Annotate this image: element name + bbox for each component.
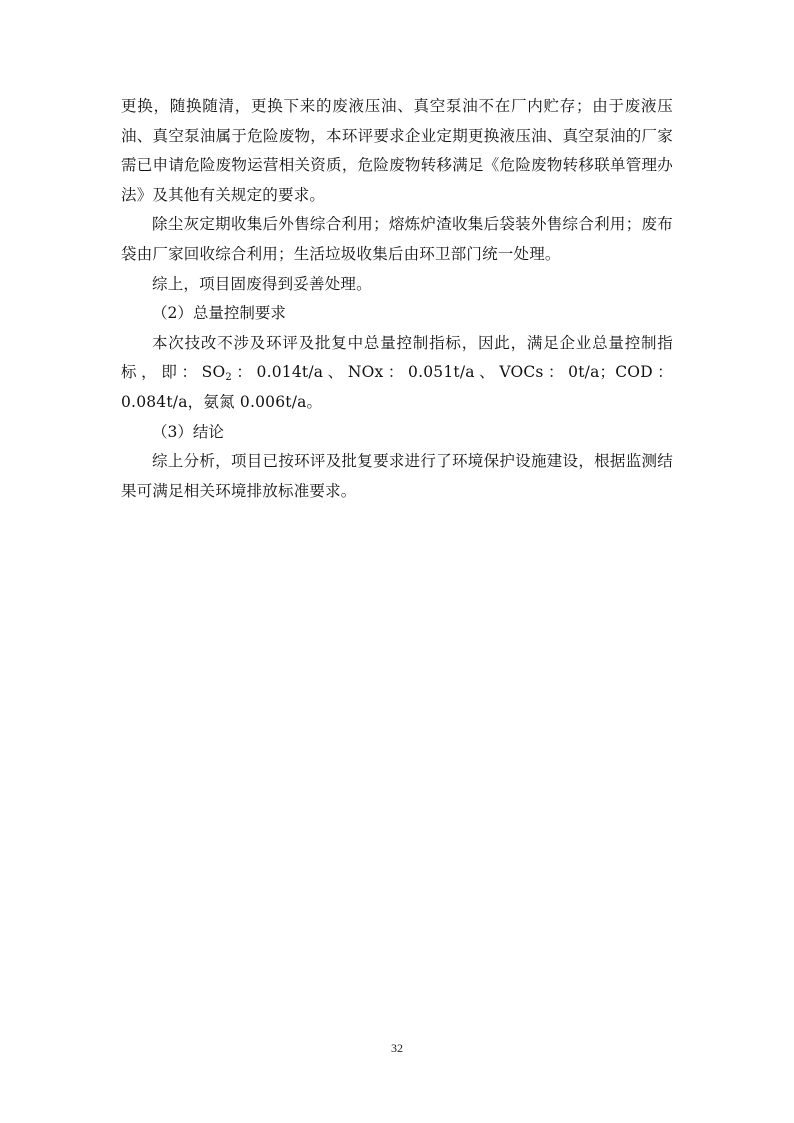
page-number: 32 <box>391 1041 403 1055</box>
document-body <box>121 92 673 506</box>
paragraph-hazardous-waste: 更换，随换随清，更换下来的废液压油、真空泵油不在厂内贮存；由于废液压油、真空泵油属于危险废物，本环评要求企业定期更换液压油、真空泵油的厂家需已申请危险废物运营相关资质，危险废物转移满足《危险废物转移联单管理办法》及其他有关规定的要求。 <box>121 97 673 204</box>
so2-subscript: 2 <box>225 372 232 384</box>
paragraph-total-control <box>121 329 673 418</box>
total-control-lead: 本次技改不涉及环评及批复中总量控制指标，因此，满足企业总量控制指标，即：SO <box>121 333 673 382</box>
heading-total-control: （2）总量控制要求 <box>152 304 286 323</box>
total-control-values: ：0.014t/a、NOx：0.051t/a、VOCs：0t/a；COD：0.084t/a，氨氮 0.006t/a。 <box>121 363 673 411</box>
paragraph-solid-waste-summary: 综上，项目固废得到妥善处理。 <box>152 274 372 293</box>
paragraph-conclusion: 综上分析，项目已按环评及批复要求进行了环境保护设施建设，根据监测结果可满足相关环境排放标准要求。 <box>121 452 673 500</box>
heading-conclusion: （3）结论 <box>152 422 224 441</box>
paragraph-solid-waste-disposal: 除尘灰定期收集后外售综合利用；熔炼炉渣收集后袋装外售综合利用；废布袋由厂家回收综合利用；生活垃圾收集后由环卫部门统一处理。 <box>121 215 673 263</box>
